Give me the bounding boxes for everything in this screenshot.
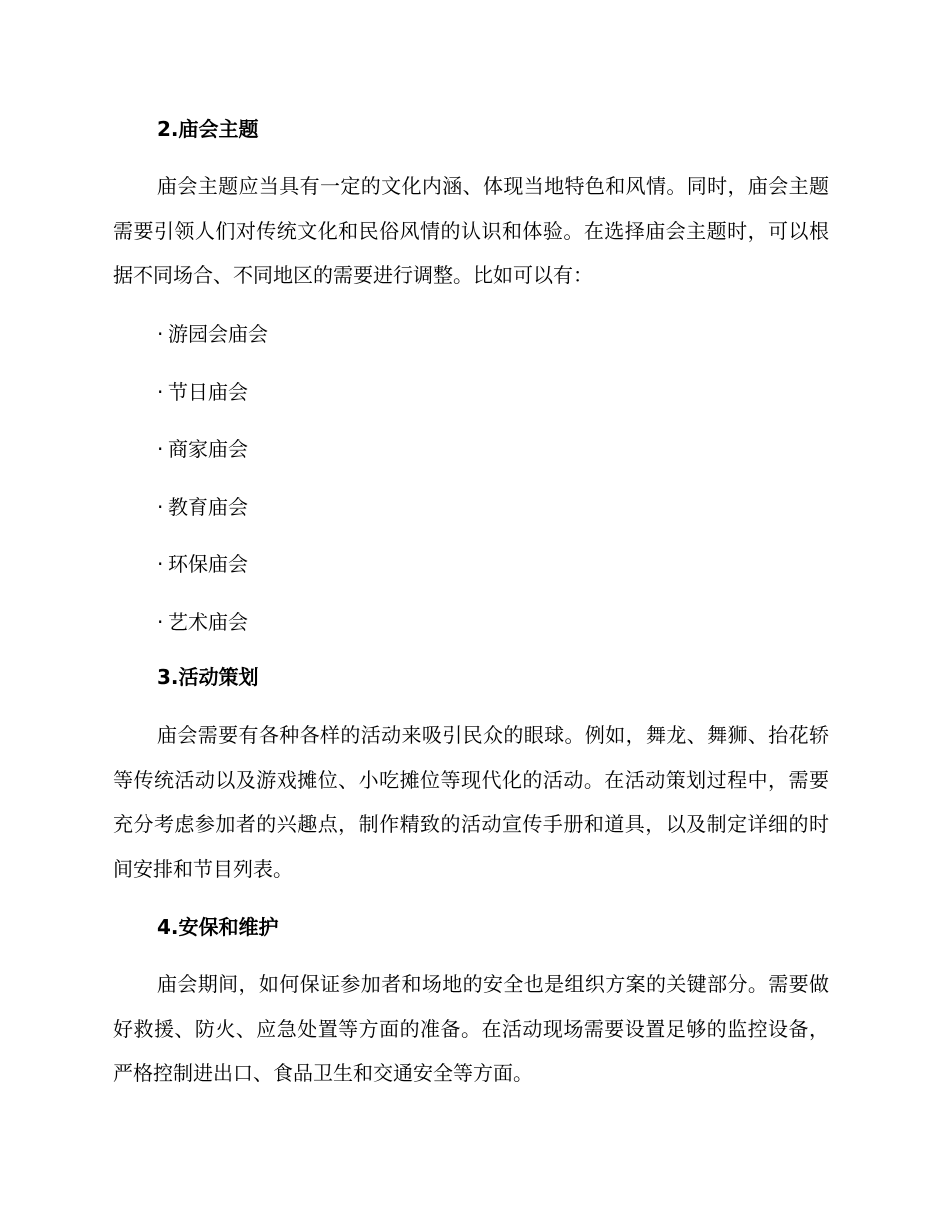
list-item-text: 艺术庙会 bbox=[168, 609, 248, 634]
bullet-marker: · bbox=[157, 609, 164, 634]
bullet-marker: · bbox=[157, 552, 164, 576]
theme-bullet-list bbox=[157, 313, 268, 658]
section-heading-activity-planning: 3.活动策划 bbox=[157, 665, 259, 689]
bullet-marker: · bbox=[157, 379, 164, 404]
section-paragraph-security: 庙会期间，如何保证参加者和场地的安全也是组织方案的关键部分。需要做好救援、防火、应急处置等方面的准备。在活动现场需要设置足够的监控设备，严格控制进出口、食品卫生和交通安全等方面。 bbox=[113, 972, 829, 1085]
list-item-text: 节日庙会 bbox=[168, 379, 248, 404]
list-item-text: 商家庙会 bbox=[168, 437, 248, 461]
list-item bbox=[157, 428, 268, 486]
list-item bbox=[157, 601, 268, 659]
list-item bbox=[157, 486, 268, 544]
list-item-text: 教育庙会 bbox=[168, 494, 248, 519]
bullet-marker: · bbox=[157, 322, 164, 346]
bullet-marker: · bbox=[157, 437, 164, 461]
bullet-marker: · bbox=[157, 494, 164, 519]
list-item bbox=[157, 313, 268, 371]
list-item bbox=[157, 543, 268, 601]
list-item-text: 环保庙会 bbox=[168, 552, 248, 576]
list-item-text: 游园会庙会 bbox=[168, 322, 268, 346]
section-paragraph-theme: 庙会主题应当具有一定的文化内涵、体现当地特色和风情。同时，庙会主题需要引领人们对传统文化和民俗风情的认识和体验。在选择庙会主题时，可以根据不同场合、不同地区的需要进行调整。比如可以有： bbox=[113, 174, 829, 287]
section-heading-security: 4.安保和维护 bbox=[157, 915, 279, 939]
section-paragraph-activity-planning: 庙会需要有各种各样的活动来吸引民众的眼球。例如，舞龙、舞狮、抬花轿等传统活动以及游戏摊位、小吃摊位等现代化的活动。在活动策划过程中，需要充分考虑参加者的兴趣点，制作精致的活动宣传手册和道具，以及制定详细的时间安排和节目列表。 bbox=[113, 723, 829, 881]
section-heading-theme: 2.庙会主题 bbox=[157, 117, 259, 141]
list-item bbox=[157, 371, 268, 429]
